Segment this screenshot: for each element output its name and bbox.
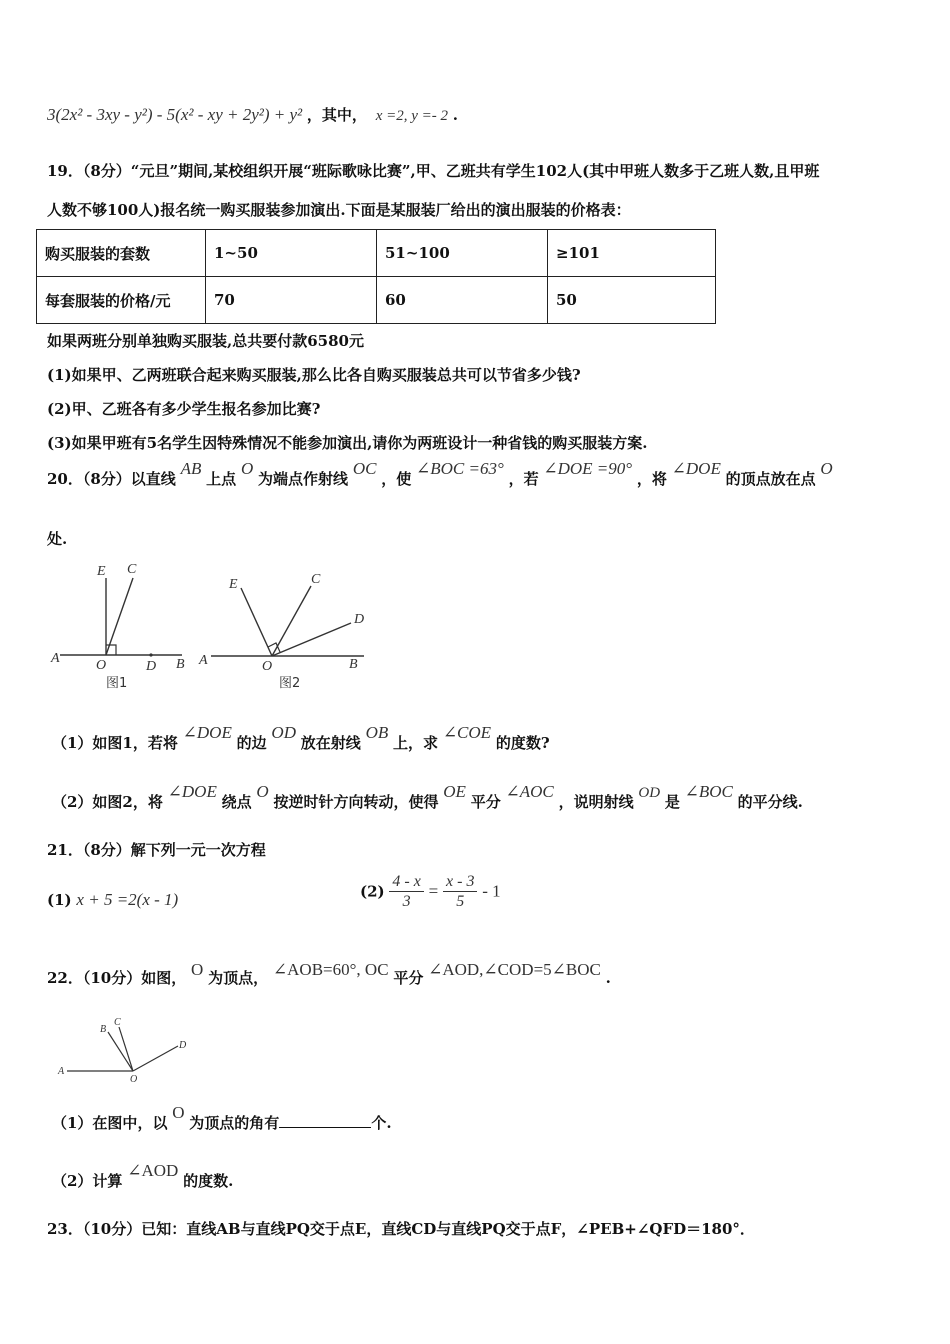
q20-sub1 xyxy=(52,723,550,753)
label-b: B xyxy=(100,1024,107,1035)
q20-s2-text: 绕点 xyxy=(221,793,252,811)
q19-part1: (1)如果甲、乙两班联合起来购买服装,那么比各自购买服装总共可以节省多少钱? xyxy=(47,366,581,384)
q20-s2-o: O xyxy=(256,782,269,801)
q23-heading: 23．（10分）已知：直线AB与直线PQ交于点E，直线CD与直线PQ交于点F，∠PEB+∠QFD＝180°． xyxy=(47,1220,755,1238)
q22-text: 平分 xyxy=(393,969,424,987)
table-cell: 50 xyxy=(548,277,716,324)
q20-s1-text: 放在射线 xyxy=(300,734,361,752)
q20-o: O xyxy=(240,459,254,478)
q20-oc: OC xyxy=(352,459,377,478)
q21-fraction-2 xyxy=(443,872,477,911)
q20-s1-text: 的度数? xyxy=(495,734,550,752)
q20-s2-boc: ∠BOC xyxy=(684,782,733,801)
q22-heading xyxy=(47,960,611,988)
q20-s2-text: 的平分线. xyxy=(737,793,803,811)
q20-text: 上点 xyxy=(206,470,237,488)
q20-s2-text: 平分 xyxy=(470,793,501,811)
q20-text: 为端点作射线 xyxy=(258,470,349,488)
q20-s1-text: （1）如图1，若将 xyxy=(52,734,178,752)
label-d: D xyxy=(146,659,157,674)
q20-s2-text: ，说明射线 xyxy=(558,793,634,811)
ray-od xyxy=(272,623,351,656)
q20-heading xyxy=(47,459,833,489)
q20-s2-text: （2）如图2，将 xyxy=(52,793,163,811)
q21-p1-expr: x + 5 =2(x - 1) xyxy=(76,890,179,909)
label-d: D xyxy=(179,1040,187,1051)
table-row xyxy=(37,277,716,324)
fraction-numerator: 4 - x xyxy=(389,872,423,892)
table-row xyxy=(37,230,716,277)
table-cell: 1~50 xyxy=(206,230,377,277)
q20-s1-doe: ∠DOE xyxy=(182,723,232,742)
label-e: E xyxy=(97,564,106,579)
ray-od xyxy=(133,1046,178,1071)
q20-doe2: ∠DOE xyxy=(671,459,721,478)
q21-p2-label: (2) xyxy=(360,882,385,901)
q20-s2-doe: ∠DOE xyxy=(167,782,217,801)
q22-s2-aod: ∠AOD xyxy=(127,1161,179,1180)
q22-cond1: ∠AOB=60°, OC xyxy=(272,960,389,979)
price-table xyxy=(36,229,716,324)
q21-tail: - 1 xyxy=(482,881,501,901)
fraction-denominator: 5 xyxy=(456,893,465,911)
q21-heading: 21．（8分）解下列一元一次方程 xyxy=(47,841,266,859)
q21-p1-label: (1) xyxy=(47,891,72,909)
q22-o: O xyxy=(191,960,204,979)
q20-s1-text: 上，求 xyxy=(393,734,439,752)
table-cell: 60 xyxy=(377,277,548,324)
label-a: A xyxy=(51,651,60,666)
ray-ob xyxy=(108,1032,133,1071)
table-cell: 每套服装的价格/元 xyxy=(37,277,206,324)
q22-cond2: ∠AOD,∠COD=5∠BOC xyxy=(428,960,601,979)
q18-condition: x =2, y =- 2 xyxy=(375,108,449,124)
q19-heading-cont: 人数不够100人)报名统一购买服装参加演出.下面是某服装厂给出的演出服装的价格表： xyxy=(47,201,631,219)
q20-text: 20．（8分）以直线 xyxy=(47,470,176,488)
q19-part3: (3)如果甲班有5名学生因特殊情况不能参加演出,请你为两班设计一种省钱的购买服装方案. xyxy=(47,434,648,452)
label-c: C xyxy=(311,572,321,587)
fraction-denominator: 3 xyxy=(402,893,411,911)
label-d: D xyxy=(354,612,365,627)
q21-equals: = xyxy=(428,881,439,901)
q20-s2-aoc: ∠AOC xyxy=(505,782,554,801)
q20-s2-oe: OE xyxy=(443,782,466,801)
q20-figure-1 xyxy=(48,558,198,693)
q21-fraction-1 xyxy=(389,872,423,911)
table-cell: ≥101 xyxy=(548,230,716,277)
label-o: O xyxy=(262,659,273,674)
q22-s1-o: O xyxy=(172,1103,185,1122)
q20-s1-od: OD xyxy=(271,723,296,742)
q20-text: ，将 xyxy=(636,470,667,488)
q18-line xyxy=(47,104,458,125)
q22-sub2 xyxy=(52,1161,234,1191)
q20-s2-text: 是 xyxy=(664,793,680,811)
q22-s1-text: 个. xyxy=(371,1114,392,1132)
point-d xyxy=(149,653,152,656)
q20-s1-text: 的边 xyxy=(236,734,267,752)
q19-part2: (2)甲、乙班各有多少学生报名参加比赛? xyxy=(47,400,321,418)
q20-o2: O xyxy=(820,459,833,478)
answer-blank xyxy=(279,1113,371,1128)
ray-oc xyxy=(272,586,311,656)
table-cell: 70 xyxy=(206,277,377,324)
q20-text: 的顶点放在点 xyxy=(725,470,816,488)
ray-oc xyxy=(106,578,133,655)
fraction-numerator: x - 3 xyxy=(443,872,477,892)
label-o: O xyxy=(130,1074,138,1085)
q18-expression: 3(2x² - 3xy - y²) - 5(x² - xy + 2y²) + y² xyxy=(47,105,303,124)
q20-boc: ∠BOC =63° xyxy=(416,459,504,478)
q22-text: . xyxy=(605,969,611,987)
ray-oc xyxy=(119,1027,133,1071)
q20-s2-od: OD xyxy=(638,785,661,801)
q20-figure-2 xyxy=(196,566,376,693)
q21-part1 xyxy=(47,890,178,910)
q22-s2-text: 的度数. xyxy=(183,1172,234,1190)
q20-text: ，若 xyxy=(508,470,539,488)
q20-text-end: 处. xyxy=(47,530,68,548)
q18-end: . xyxy=(452,106,459,124)
q22-s2-text: （2）计算 xyxy=(52,1172,123,1190)
q20-s1-ob: OB xyxy=(365,723,389,742)
label-c: C xyxy=(114,1017,121,1028)
label-b: B xyxy=(349,657,358,672)
q18-where-label: ，其中， xyxy=(306,106,367,124)
table-cell: 购买服装的套数 xyxy=(37,230,206,277)
figure-caption: 图2 xyxy=(279,676,301,691)
q20-sub2 xyxy=(52,782,803,812)
q21-part2 xyxy=(360,872,501,911)
ray-oe xyxy=(241,588,272,656)
table-cell: 51~100 xyxy=(377,230,548,277)
label-a: A xyxy=(199,653,208,668)
q20-ab: AB xyxy=(180,459,202,478)
q20-text: ，使 xyxy=(381,470,412,488)
q20-s2-text: 按逆时针方向转动，使得 xyxy=(273,793,439,811)
label-b: B xyxy=(176,657,185,672)
q22-figure xyxy=(55,1012,205,1087)
label-c: C xyxy=(127,562,137,577)
q20-s1-coe: ∠COE xyxy=(442,723,492,742)
q22-text: 为顶点， xyxy=(208,969,269,987)
q19-heading: 19．（8分）“元旦”期间,某校组织开展“班际歌咏比赛”,甲、乙班共有学生102人(其中甲班人数多于乙班人数,且甲班 xyxy=(47,162,820,180)
q22-text: 22．（10分）如图， xyxy=(47,969,187,987)
label-e: E xyxy=(229,577,238,592)
label-a: A xyxy=(58,1066,65,1077)
q20-doe: ∠DOE =90° xyxy=(543,459,633,478)
label-o: O xyxy=(96,658,107,673)
figure-caption: 图1 xyxy=(106,676,128,691)
q22-sub1 xyxy=(52,1103,392,1133)
q22-s1-text: （1）在图中，以 xyxy=(52,1114,168,1132)
q19-note: 如果两班分别单独购买服装,总共要付款6580元 xyxy=(47,332,364,350)
q22-s1-text: 为顶点的角有 xyxy=(189,1114,280,1132)
